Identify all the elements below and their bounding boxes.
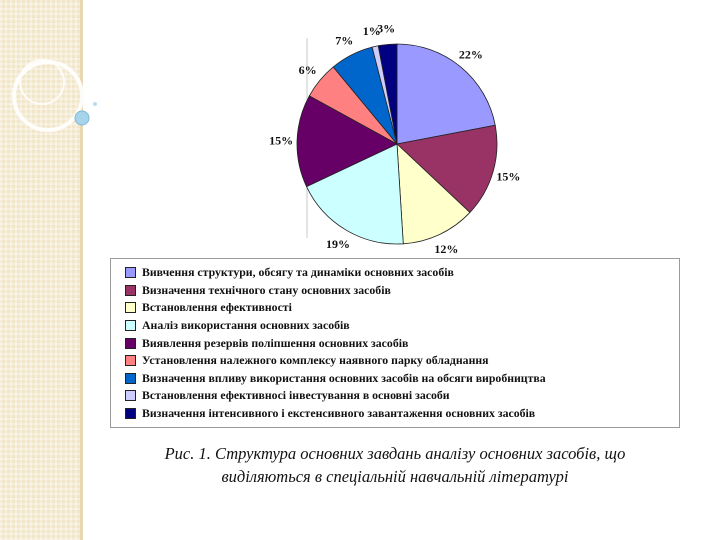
legend-swatch-1 (125, 267, 136, 278)
caption-line-2: виділяються в спеціальній навчальній літературі (221, 467, 569, 486)
pie-chart (0, 0, 720, 260)
slice-value-label-1: 22% (458, 47, 483, 62)
caption-line-1: Рис. 1. Структура основних завдань аналізу основних засобів, що (164, 444, 626, 463)
slice-value-label-4: 19% (326, 236, 350, 251)
slice-value-label-7: 7% (335, 33, 354, 48)
legend-item-2 (125, 282, 679, 300)
legend-swatch-9 (125, 408, 136, 419)
legend-label-7: Визначення впливу використання основних засобів на обсяги виробництва (142, 370, 546, 385)
slice-value-label-3: 12% (434, 242, 459, 256)
legend-swatch-5 (125, 338, 136, 349)
legend-label-6: Установлення належного комплексу наявного парку обладнання (142, 353, 489, 368)
legend-label-5: Виявлення резервів поліпшення основних засобів (142, 335, 409, 350)
legend-item-6 (125, 352, 679, 370)
legend-item-4 (125, 317, 679, 335)
legend-label-4: Аналіз використання основних засобів (142, 318, 350, 333)
legend-swatch-4 (125, 320, 136, 331)
slice-value-label-8: 1% (362, 23, 381, 38)
legend-label-8: Встановлення ефективносі інвестування в основні засоби (142, 388, 450, 403)
legend-label-2: Визначення технічного стану основних засобів (142, 282, 391, 297)
legend-item-5 (125, 334, 679, 352)
legend-swatch-3 (125, 302, 136, 313)
chart-legend (110, 258, 680, 428)
legend-swatch-8 (125, 390, 136, 401)
slice-value-label-9: 3% (377, 21, 396, 36)
legend-item-1 (125, 264, 679, 282)
legend-item-9 (125, 405, 679, 423)
slice-value-label-6: 6% (298, 63, 317, 78)
legend-swatch-6 (125, 355, 136, 366)
figure-caption (100, 442, 690, 488)
legend-item-7 (125, 370, 679, 388)
legend-swatch-7 (125, 373, 136, 384)
legend-item-8 (125, 387, 679, 405)
legend-label-1: Вивчення структури, обсягу та динаміки основних засобів (142, 265, 454, 280)
legend-swatch-2 (125, 285, 136, 296)
legend-item-3 (125, 299, 679, 317)
legend-label-9: Визначення інтенсивного і екстенсивного завантаження основних засобів (142, 406, 536, 421)
slice-value-label-5: 15% (269, 133, 294, 148)
legend-label-3: Встановлення ефективності (142, 300, 292, 315)
slice-value-label-2: 15% (496, 169, 521, 184)
